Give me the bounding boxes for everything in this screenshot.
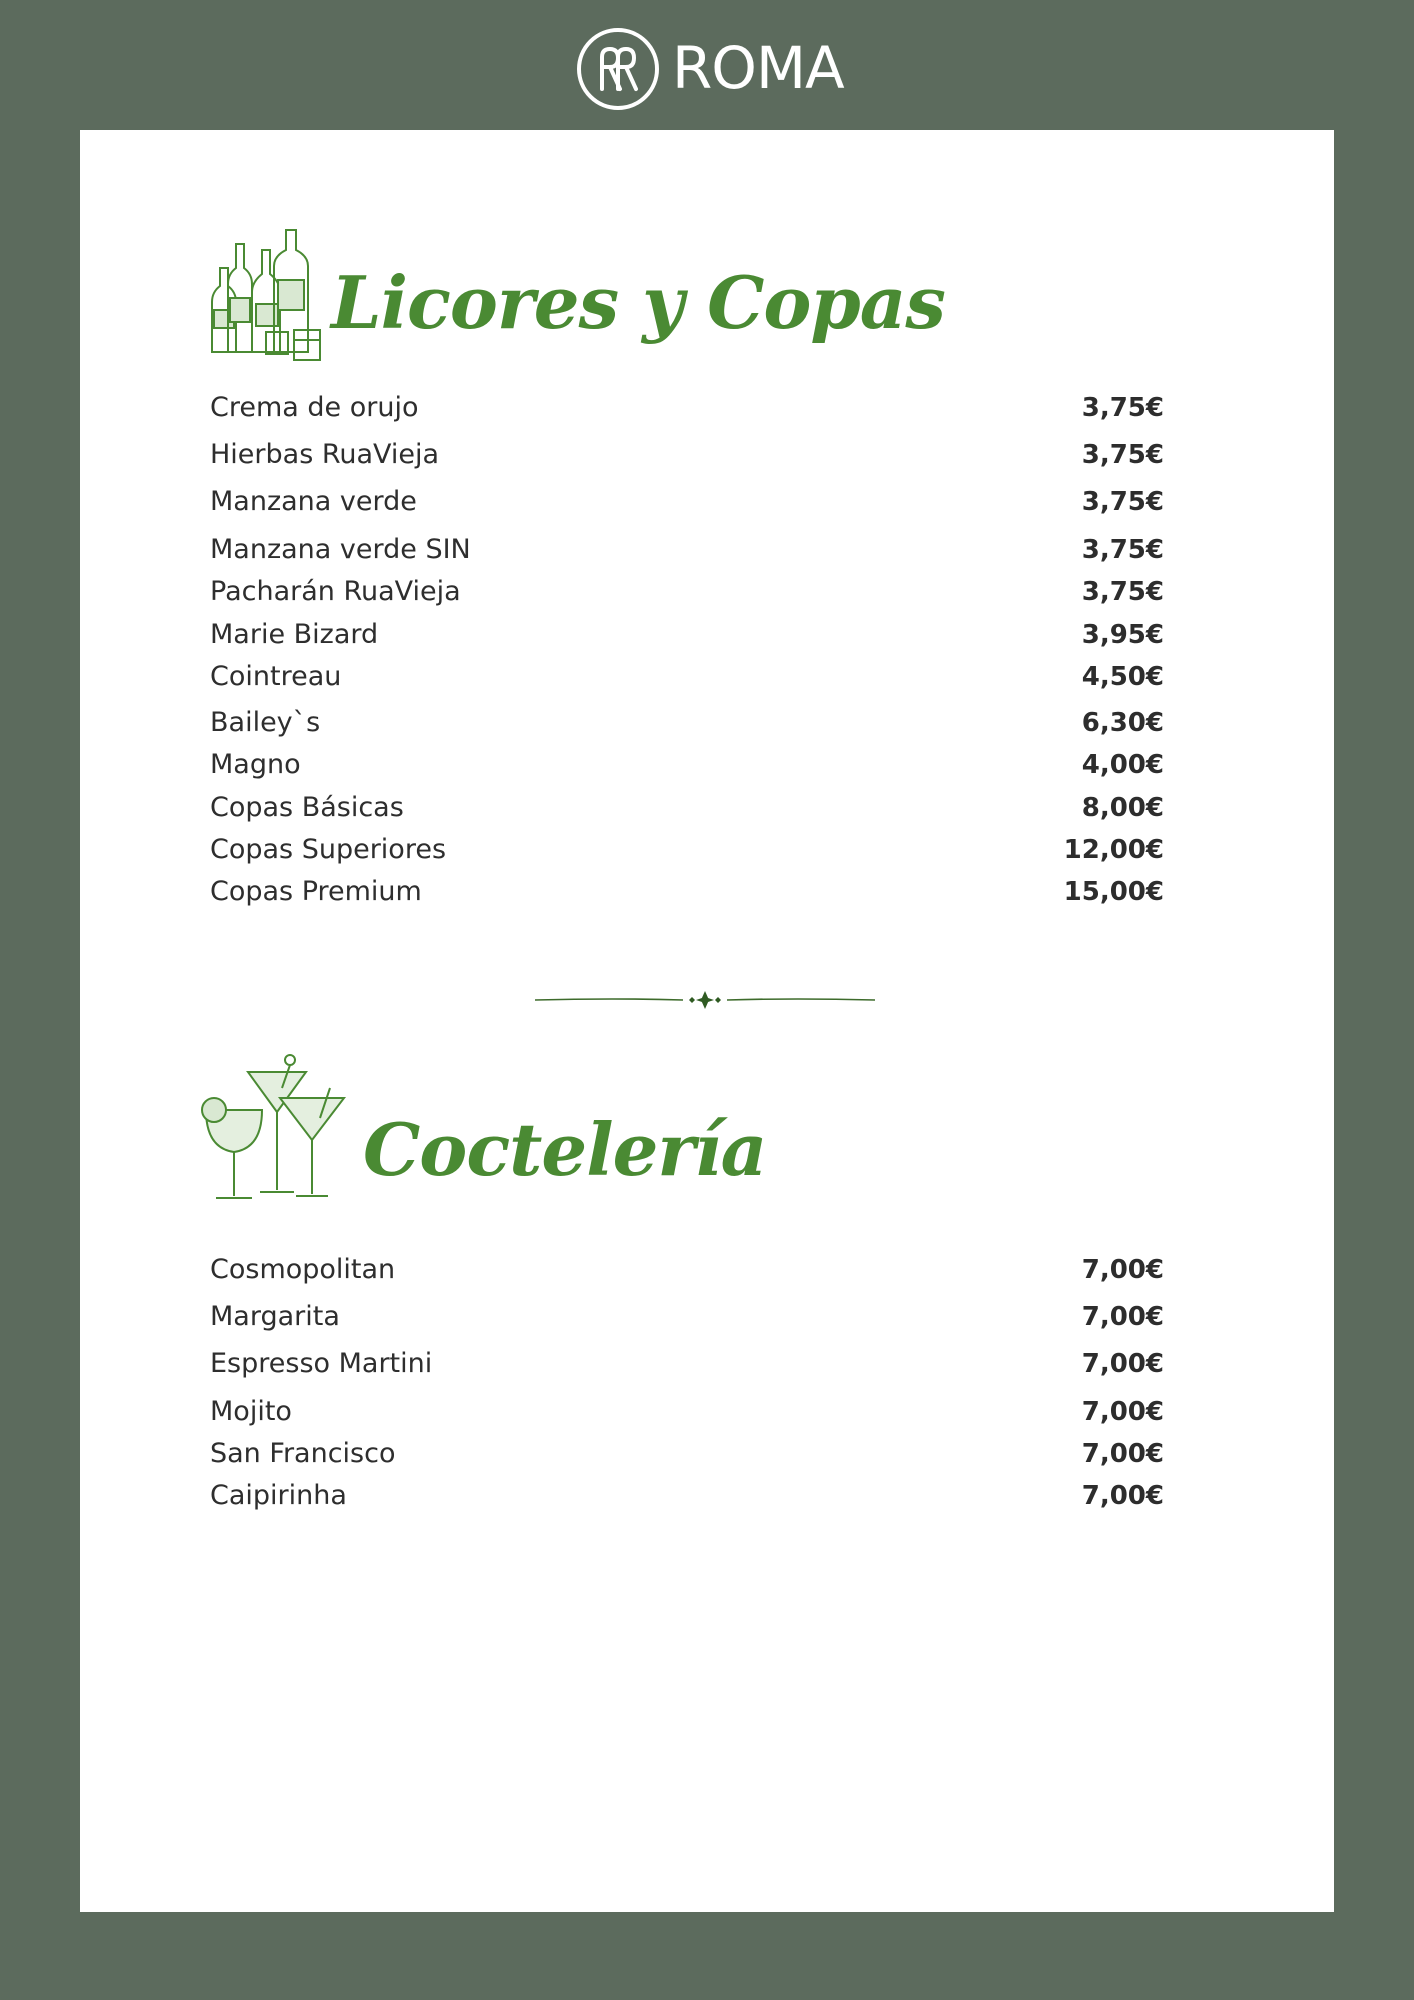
item-price: 3,75€ xyxy=(1081,577,1164,607)
menu-item xyxy=(0,1344,1414,1384)
header xyxy=(0,0,1414,130)
item-price: 4,50€ xyxy=(1081,662,1164,692)
item-price: 7,00€ xyxy=(1081,1439,1164,1469)
menu-item xyxy=(0,435,1414,475)
menu-item xyxy=(0,830,1414,870)
item-price: 3,75€ xyxy=(1081,487,1164,517)
menu-item xyxy=(0,388,1414,428)
menu-item xyxy=(0,1250,1414,1290)
item-name: Cosmopolitan xyxy=(210,1254,396,1285)
menu-item xyxy=(0,1297,1414,1337)
item-price: 15,00€ xyxy=(1063,877,1164,907)
item-price: 8,00€ xyxy=(1081,793,1164,823)
item-price: 4,00€ xyxy=(1081,750,1164,780)
liquor-bottles-illustration-icon xyxy=(206,228,326,366)
item-price: 3,75€ xyxy=(1081,440,1164,470)
menu-item xyxy=(0,572,1414,612)
item-name: Copas Superiores xyxy=(210,834,447,865)
item-name: Pacharán RuaVieja xyxy=(210,576,461,607)
menu-item xyxy=(0,1434,1414,1474)
item-name: Crema de orujo xyxy=(210,392,419,423)
brand-name: ROMA xyxy=(672,34,844,102)
item-name: Caipirinha xyxy=(210,1480,347,1511)
menu-item xyxy=(0,530,1414,570)
menu-item xyxy=(0,745,1414,785)
menu-item xyxy=(0,1476,1414,1516)
cocktail-glasses-illustration-icon xyxy=(196,1048,348,1204)
item-name: Espresso Martini xyxy=(210,1348,433,1379)
item-price: 3,75€ xyxy=(1081,535,1164,565)
item-name: Margarita xyxy=(210,1301,340,1332)
menu-item xyxy=(0,872,1414,912)
menu-item xyxy=(0,482,1414,522)
menu-item xyxy=(0,788,1414,828)
item-price: 7,00€ xyxy=(1081,1481,1164,1511)
item-price: 7,00€ xyxy=(1081,1397,1164,1427)
item-price: 3,95€ xyxy=(1081,620,1164,650)
item-name: Copas Básicas xyxy=(210,792,404,823)
item-price: 6,30€ xyxy=(1081,708,1164,738)
item-name: Copas Premium xyxy=(210,876,422,907)
item-price: 7,00€ xyxy=(1081,1349,1164,1379)
item-price: 7,00€ xyxy=(1081,1255,1164,1285)
item-name: Hierbas RuaVieja xyxy=(210,439,440,470)
item-name: Mojito xyxy=(210,1396,292,1427)
item-price: 3,75€ xyxy=(1081,393,1164,423)
menu-item xyxy=(0,615,1414,655)
roma-monogram-logo-icon xyxy=(576,27,660,111)
ornamental-divider-icon xyxy=(535,986,875,1014)
menu-item xyxy=(0,1392,1414,1432)
section-title-licores: Licores y Copas xyxy=(331,260,945,345)
menu-item xyxy=(0,657,1414,697)
item-name: Manzana verde SIN xyxy=(210,534,471,565)
item-name: San Francisco xyxy=(210,1438,396,1469)
item-price: 7,00€ xyxy=(1081,1302,1164,1332)
section-title-cocteleria: Coctelería xyxy=(363,1107,767,1192)
item-name: Manzana verde xyxy=(210,486,417,517)
item-price: 12,00€ xyxy=(1063,835,1164,865)
menu-item xyxy=(0,703,1414,743)
item-name: Bailey`s xyxy=(210,707,321,738)
item-name: Cointreau xyxy=(210,661,342,692)
item-name: Marie Bizard xyxy=(210,619,379,650)
item-name: Magno xyxy=(210,749,301,780)
